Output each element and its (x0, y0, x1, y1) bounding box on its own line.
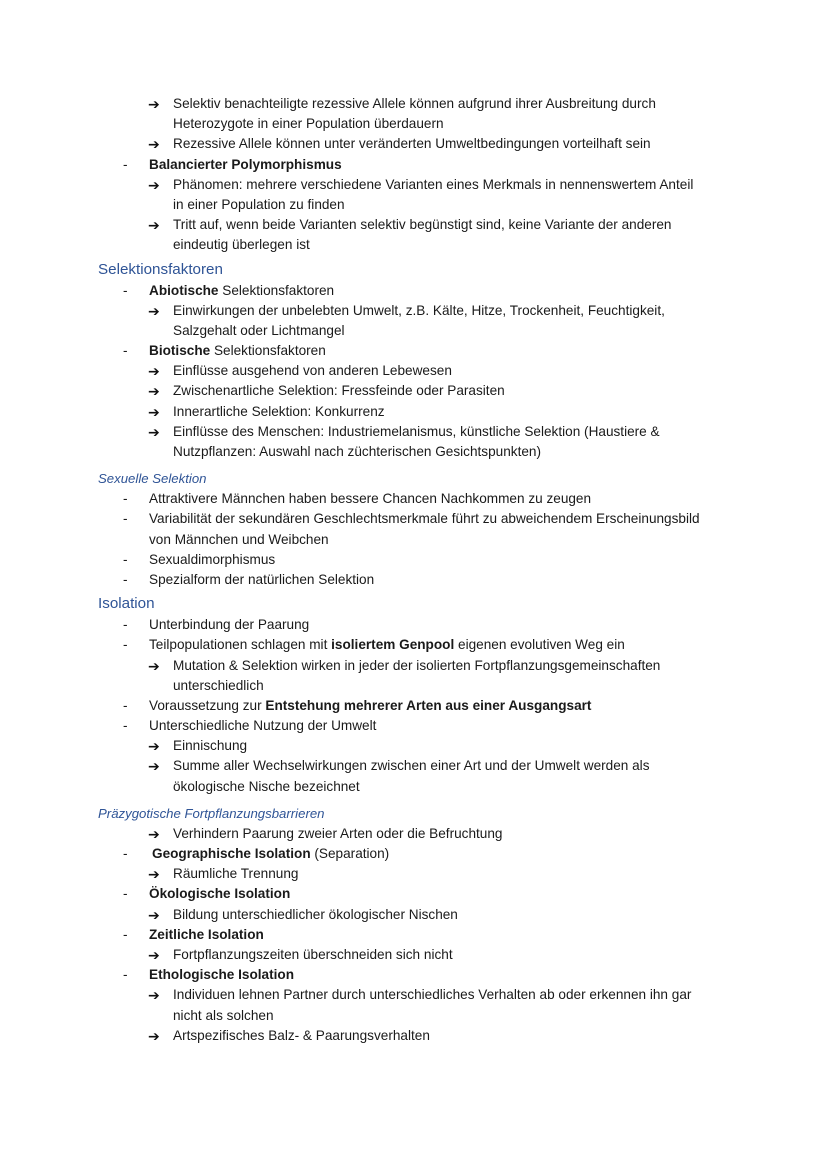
bullet-text: Fortpflanzungszeiten überschneiden sich nicht (173, 946, 453, 962)
arrow-icon: ➔ (148, 1027, 160, 1044)
dash-bullet: - (123, 282, 128, 298)
arrow-icon: ➔ (148, 423, 160, 440)
dash-bullet: - (123, 156, 128, 172)
dash-bullet: - (123, 491, 128, 507)
arrow-icon: ➔ (148, 657, 160, 674)
list-item: Ethologische Isolation (149, 967, 295, 983)
dash-bullet: - (123, 551, 128, 567)
bullet-text: Nutzpflanzen: Auswahl nach züchterischen Gesichtspunkten) (173, 444, 541, 459)
bullet-text: ökologische Nische bezeichnet (173, 778, 360, 794)
list-item: Unterbindung der Paarung (149, 617, 310, 633)
bullet-text: Summe aller Wechselwirkungen zwischen einer Art und der Umwelt werden als (173, 758, 650, 774)
section-heading: Isolation (98, 595, 155, 613)
bullet-text: Phänomen: mehrere verschiedene Varianten eines Merkmals in nennenswertem Anteil (173, 176, 694, 192)
bullet-text: Selektiv benachteiligte rezessive Allele können aufgrund ihrer Ausbreitung durch (173, 96, 656, 111)
list-item: Spezialform der natürlichen Selektion (149, 571, 375, 587)
arrow-icon: ➔ (148, 946, 160, 963)
bullet-text: nicht als solchen (173, 1007, 274, 1023)
bullet-text: Verhindern Paarung zweier Arten oder die Befruchtung (173, 825, 503, 841)
arrow-icon: ➔ (148, 825, 160, 842)
list-item: von Männchen und Weibchen (149, 531, 329, 547)
list-item: Zeitliche Isolation (149, 926, 264, 942)
bullet-text: Bildung unterschiedlicher ökologischer Nischen (173, 906, 458, 922)
bullet-text: Heterozygote in einer Population überdauern (173, 116, 444, 132)
list-item: Abiotische Selektionsfaktoren (149, 282, 335, 298)
list-item: Ökologische Isolation (149, 886, 291, 902)
dash-bullet: - (123, 697, 128, 713)
arrow-icon: ➔ (148, 866, 160, 883)
document-page (0, 94, 828, 1046)
list-item: Sexualdimorphismus (149, 551, 276, 567)
arrow-icon: ➔ (148, 403, 160, 420)
arrow-icon: ➔ (148, 906, 160, 923)
subsection-heading: Präzygotische Fortpflanzungsbarrieren (98, 805, 325, 821)
list-item: Teilpopulationen schlagen mit isoliertem Genpool eigenen evolutiven Weg ein (149, 637, 625, 653)
list-item: Voraussetzung zur Entstehung mehrerer Arten aus einer Ausgangsart (149, 697, 592, 713)
arrow-icon: ➔ (148, 987, 160, 1004)
bullet-text: Mutation & Selektion wirken in jeder der isolierten Fortpflanzungsgemeinschaften (173, 657, 661, 673)
arrow-icon: ➔ (148, 383, 160, 400)
list-item: Geographische Isolation (Separation) (152, 846, 390, 861)
arrow-icon: ➔ (148, 136, 160, 153)
dash-bullet: - (123, 571, 128, 587)
bullet-text: Zwischenartliche Selektion: Fressfeinde oder Parasiten (173, 383, 505, 399)
bullet-text: Tritt auf, wenn beide Varianten selektiv begünstigt sind, keine Variante der anderen (173, 217, 672, 233)
dash-bullet: - (123, 926, 128, 942)
section-heading: Selektionsfaktoren (98, 260, 223, 278)
bullet-text: in einer Population zu finden (173, 196, 345, 212)
arrow-icon: ➔ (148, 217, 160, 234)
list-item: Variabilität der sekundären Geschlechtsmerkmale führt zu abweichendem Erscheinungsbild (149, 511, 700, 527)
list-item: Balancierter Polymorphismus (149, 156, 342, 172)
bullet-text: Einflüsse ausgehend von anderen Lebewesen (173, 363, 452, 379)
arrow-icon: ➔ (148, 96, 160, 112)
bullet-text: Räumliche Trennung (173, 866, 299, 882)
dash-bullet: - (123, 886, 128, 902)
bullet-text: Innerartliche Selektion: Konkurrenz (173, 403, 385, 419)
bullet-text: Einflüsse des Menschen: Industriemelanismus, künstliche Selektion (Haustiere & (173, 423, 660, 439)
arrow-icon: ➔ (148, 738, 160, 755)
arrow-icon: ➔ (148, 758, 160, 775)
bullet-text: Individuen lehnen Partner durch unterschiedliches Verhalten ab oder erkennen ihn gar (173, 987, 692, 1003)
bullet-text: Salzgehalt oder Lichtmangel (173, 322, 345, 338)
bullet-text: Rezessive Allele können unter veränderten Umweltbedingungen vorteilhaft sein (173, 136, 651, 152)
arrow-icon: ➔ (148, 363, 160, 380)
bullet-text: unterschiedlich (173, 677, 264, 693)
list-item: Biotische Selektionsfaktoren (149, 343, 326, 359)
subsection-heading: Sexuelle Selektion (98, 471, 207, 487)
list-item: Attraktivere Männchen haben bessere Chancen Nachkommen zu zeugen (149, 491, 592, 507)
arrow-icon: ➔ (148, 176, 160, 193)
bullet-text: Einwirkungen der unbelebten Umwelt, z.B. Kälte, Hitze, Trockenheit, Feuchtigkeit, (173, 302, 665, 318)
bullet-text: Einnischung (173, 738, 248, 754)
dash-bullet: - (123, 718, 128, 734)
dash-bullet: - (123, 343, 128, 359)
dash-bullet: - (123, 967, 128, 983)
arrow-icon: ➔ (148, 302, 160, 319)
dash-bullet: - (123, 846, 128, 861)
dash-bullet: - (123, 637, 128, 653)
dash-bullet: - (123, 617, 128, 633)
bullet-text: eindeutig überlegen ist (173, 237, 310, 253)
list-item: Unterschiedliche Nutzung der Umwelt (149, 718, 377, 734)
dash-bullet: - (123, 511, 128, 527)
bullet-text: Artspezifisches Balz- & Paarungsverhalten (173, 1027, 430, 1043)
